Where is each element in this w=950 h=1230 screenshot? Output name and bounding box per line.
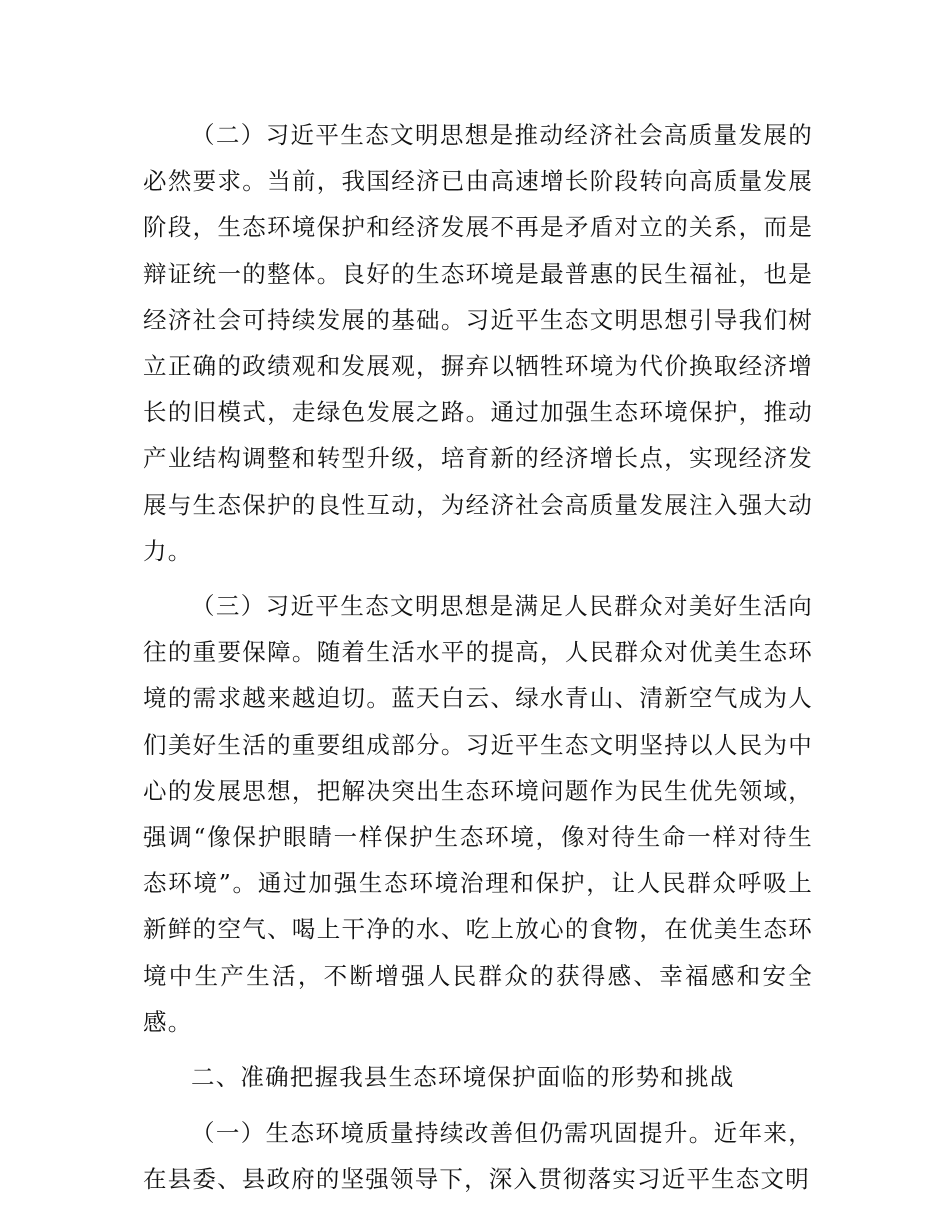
section-heading-situation-challenges: 二、准确把握我县生态环境保护面临的形势和挑战	[191, 1063, 735, 1092]
document-body	[143, 112, 813, 1212]
paragraph-2-high-quality-development: （二）习近平生态文明思想是推动经济社会高质量发展的必然要求。当前，我国经济已由高速增长阶段转向高质量发展阶段，生态环境保护和经济发展不再是矛盾对立的关系，而是辩证统一的整体。良好的生态环境是最普惠的民生福祉，也是经济社会可持续发展的基础。习近平生态文明思想引导我们树立正确的政绩观和发展观，摒弃以牺牲环境为代价换取经济增长的旧模式，走绿色发展之路。通过加强生态环境保护，推动产业结构调整和转型升级，培育新的经济增长点，实现经济发展与生态保护的良性互动，为经济社会高质量发展注入强大动力。	[143, 121, 813, 565]
paragraph-3-better-life: （三）习近平生态文明思想是满足人民群众对美好生活向往的重要保障。随着生活水平的提高，人民群众对优美生态环境的需求越来越迫切。蓝天白云、绿水青山、清新空气成为人们美好生活的重要组成部分。习近平生态文明坚持以人民为中心的发展思想，把解决突出生态环境问题作为民生优先领域，强调“像保护眼睛一样保护生态环境，像对待生命一样对待生态环境”。通过加强生态环境治理和保护，让人民群众呼吸上新鲜的空气、喝上干净的水、吃上放心的食物，在优美生态环境中生产生活，不断增强人民群众的获得感、幸福感和安全感。	[143, 592, 813, 1036]
paragraph-1-environment-quality: （一）生态环境质量持续改善但仍需巩固提升。近年来，在县委、县政府的坚强领导下，深入贯彻落实习近平生态文明	[143, 1119, 813, 1194]
